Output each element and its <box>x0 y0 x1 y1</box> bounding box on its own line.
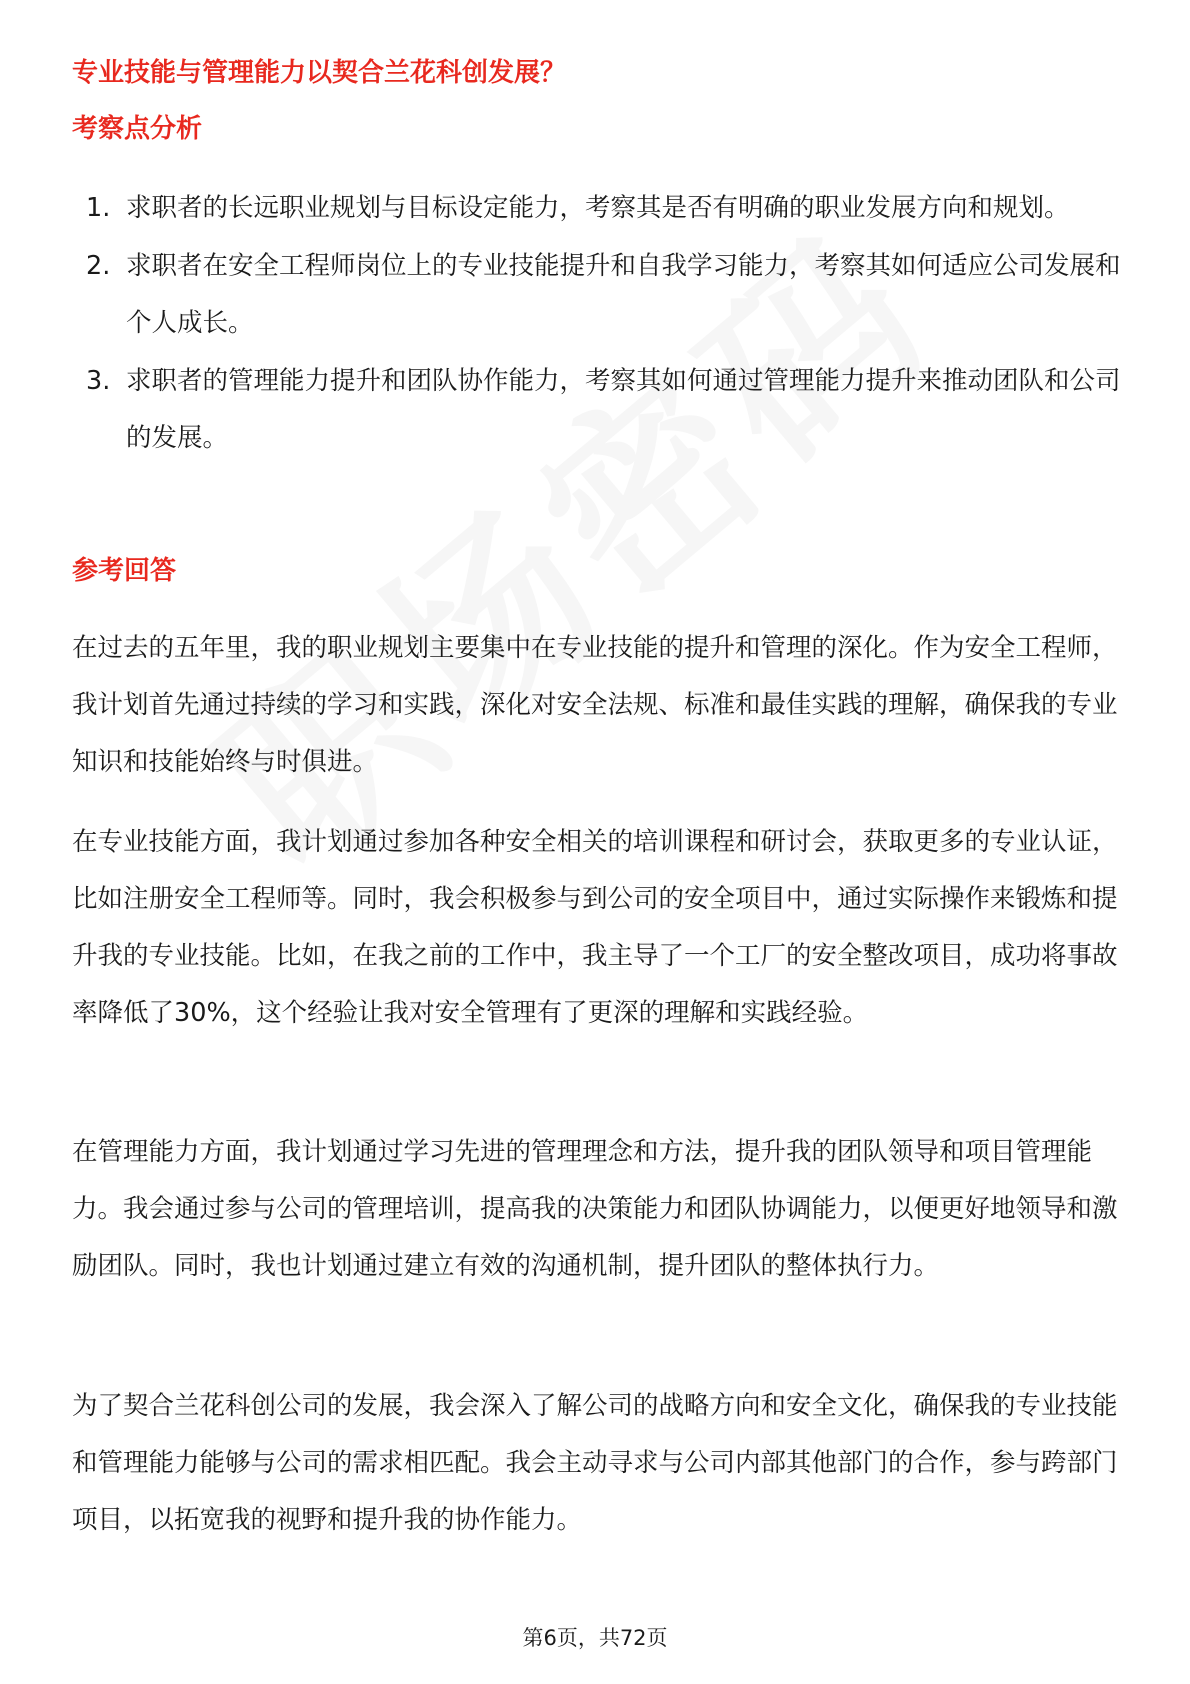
answer-paragraph: 在专业技能方面，我计划通过参加各种安全相关的培训课程和研讨会，获取更多的专业认证，比如注册安全工程师等。同时，我会积极参与到公司的安全项目中，通过实际操作来锻炼和提升我的专业技能。比如，在我之前的工作中，我主导了一个工厂的安全整改项目，成功将事故率降低了30%，这个经验让我对安全管理有了更深的理解和实践经验。 <box>72 827 1118 1028</box>
list-item-text: 求职者的长远职业规划与目标设定能力，考察其是否有明确的职业发展方向和规划。 <box>126 193 1070 223</box>
list-item-number: 3. <box>86 366 111 396</box>
list-item-number: 2. <box>86 251 111 281</box>
list-item <box>72 353 1122 467</box>
list-item-number: 1. <box>86 193 111 223</box>
list-item <box>72 180 1122 237</box>
analysis-list <box>72 180 1122 468</box>
page-number: 第6页，共72页 <box>522 1626 668 1650</box>
answer-paragraph: 在过去的五年里，我的职业规划主要集中在专业技能的提升和管理的深化。作为安全工程师，我计划首先通过持续的学习和实践，深化对安全法规、标准和最佳实践的理解，确保我的专业知识和技能始终与时俱进。 <box>72 633 1118 777</box>
answer-paragraph: 为了契合兰花科创公司的发展，我会深入了解公司的战略方向和安全文化，确保我的专业技能和管理能力能够与公司的需求相匹配。我会主动寻求与公司内部其他部门的合作，参与跨部门项目，以拓宽我的视野和提升我的协作能力。 <box>72 1391 1118 1535</box>
answer-heading: 参考回答 <box>72 556 177 586</box>
analysis-heading: 考察点分析 <box>72 114 203 144</box>
list-item-text: 求职者的管理能力提升和团队协作能力，考察其如何通过管理能力提升来推动团队和公司的发展。 <box>126 366 1121 453</box>
list-item-text: 求职者在安全工程师岗位上的专业技能提升和自我学习能力，考察其如何适应公司发展和个人成长。 <box>126 251 1121 338</box>
question-title: 专业技能与管理能力以契合兰花科创发展？ <box>72 58 567 88</box>
answer-paragraph: 在管理能力方面，我计划通过学习先进的管理理念和方法，提升我的团队领导和项目管理能力。我会通过参与公司的管理培训，提高我的决策能力和团队协调能力，以便更好地领导和激励团队。同时，我也计划通过建立有效的沟通机制，提升团队的整体执行力。 <box>72 1137 1118 1281</box>
list-item <box>72 238 1122 352</box>
